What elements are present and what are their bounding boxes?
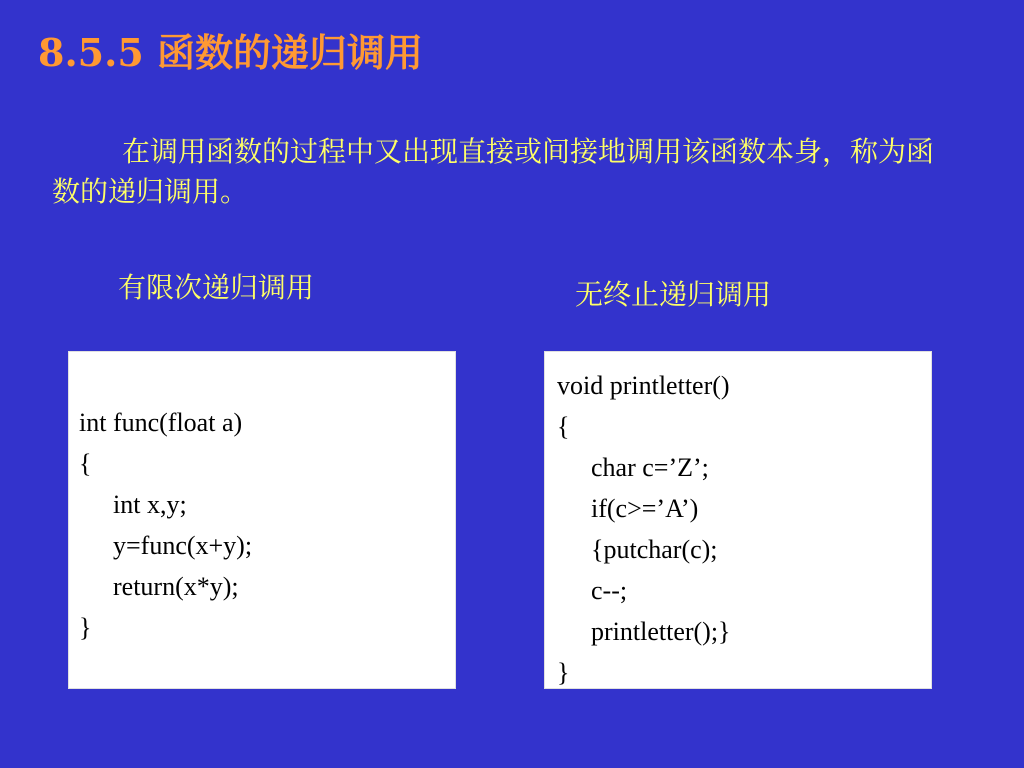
code-line: if(c>=’A’) [591,494,699,523]
code-line: {putchar(c); [591,535,718,564]
code-line: y=func(x+y); [113,531,253,560]
intro-text: 在调用函数的过程中又出现直接或间接地调用该函数本身，称为函数的递归调用。 [52,135,935,208]
finite-recursion-label: 有限次递归调用 [118,271,315,304]
code-line: { [79,449,92,478]
infinite-recursion-code-box [544,351,932,689]
code-line: printletter();} [591,617,731,646]
finite-recursion-code-box [68,351,456,689]
code-line: c--; [591,576,628,605]
code-line: int func(float a) [79,408,243,437]
code-line: } [557,658,570,687]
code-line: void printletter() [557,371,730,400]
code-line: { [557,412,570,441]
code-line: char c=’Z’; [591,453,709,482]
slide-title: 8.5.5 函数的递归调用 [38,30,424,75]
code-line: } [79,613,92,642]
intro-paragraph [52,132,952,212]
code-line: return(x*y); [113,572,239,601]
code-line: int x,y; [113,490,187,519]
infinite-recursion-label: 无终止递归调用 [575,278,772,311]
